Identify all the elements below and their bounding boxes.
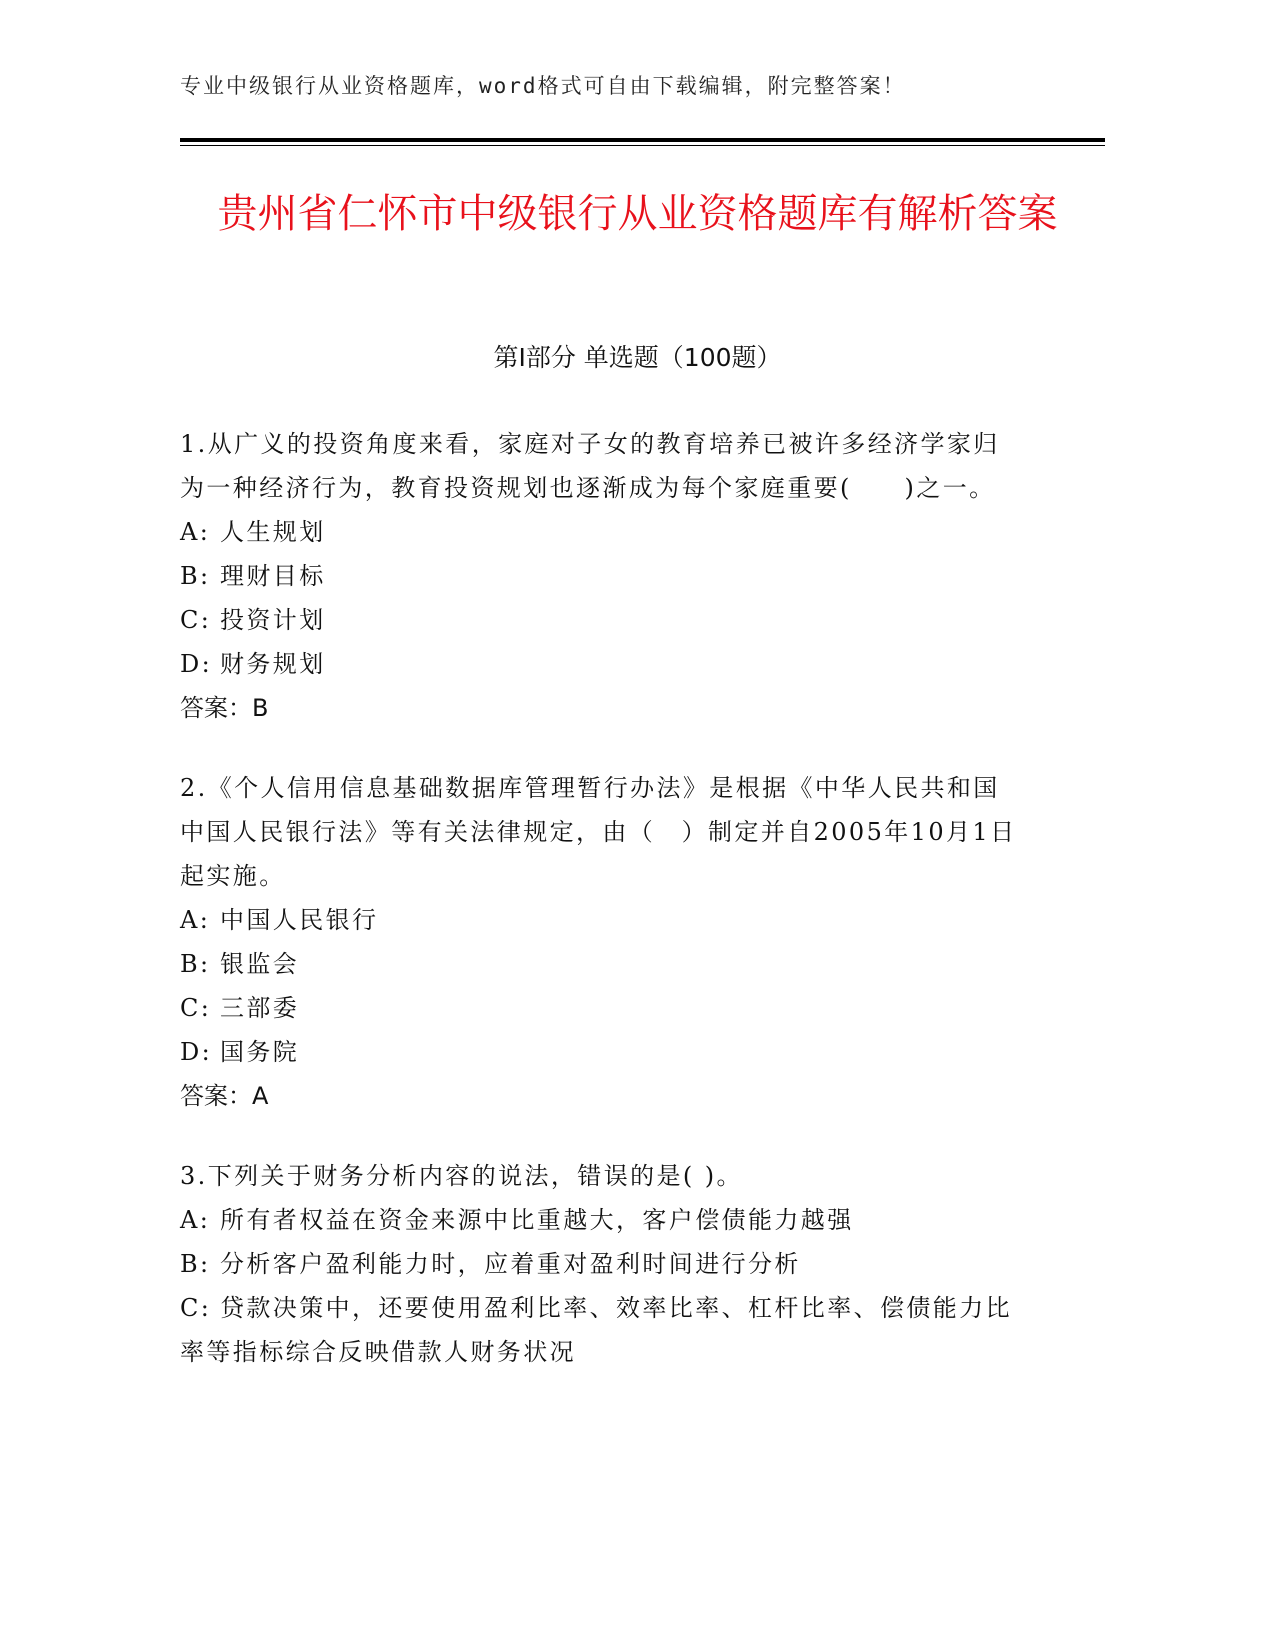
option-letter: B:	[180, 562, 211, 590]
option-letter: C:	[180, 1294, 212, 1322]
option-letter: D:	[180, 1038, 213, 1066]
option-text: 投资计划	[220, 606, 326, 634]
document-title: 贵州省仁怀市中级银行从业资格题库有解析答案	[217, 191, 1058, 237]
header-rule-thick	[180, 138, 1105, 142]
option-letter: A:	[180, 518, 211, 546]
option-letter: B:	[180, 1250, 211, 1278]
option-a	[180, 1198, 1025, 1242]
option-text: 分析客户盈利能力时，应着重对盈利时间进行分析	[220, 1250, 801, 1278]
option-b	[180, 554, 1025, 598]
option-letter: A:	[180, 1206, 211, 1234]
option-b	[180, 1242, 1025, 1286]
option-d	[180, 1030, 1025, 1074]
option-text: 贷款决策中，还要使用盈利比率、效率比率、杠杆比率、偿债能力比率等指标综合反映借款人财务状况	[180, 1294, 1012, 1366]
option-letter: D:	[180, 650, 213, 678]
option-text: 财务规划	[220, 650, 326, 678]
section-heading: 第Ⅰ部分 单选题（100题）	[493, 343, 782, 372]
page-header-note: 专业中级银行从业资格题库，word格式可自由下载编辑，附完整答案！	[180, 74, 906, 98]
option-letter: B:	[180, 950, 211, 978]
question-3	[180, 1154, 1025, 1374]
option-c	[180, 1286, 1025, 1374]
option-text: 所有者权益在资金来源中比重越大，客户偿债能力越强	[220, 1206, 854, 1234]
option-text: 三部委	[220, 994, 300, 1022]
option-letter: A:	[180, 906, 211, 934]
answer-line: 答案：A	[180, 1082, 269, 1110]
option-text: 中国人民银行	[220, 906, 379, 934]
option-letter: C:	[180, 606, 212, 634]
option-a	[180, 898, 1025, 942]
option-c	[180, 598, 1025, 642]
option-c	[180, 986, 1025, 1030]
option-text: 理财目标	[220, 562, 326, 590]
question-list	[180, 422, 1025, 1410]
question-2	[180, 766, 1025, 1118]
question-stem: 3.下列关于财务分析内容的说法，错误的是( )。	[180, 1162, 743, 1190]
option-text: 银监会	[220, 950, 300, 978]
header-rule-thin	[180, 145, 1105, 146]
question-1	[180, 422, 1025, 730]
answer-line: 答案：B	[180, 694, 269, 722]
question-stem: 2.《个人信用信息基础数据库管理暂行办法》是根据《中华人民共和国中国人民银行法》等有关法律规定，由（ ）制定并自2005年10月1日起实施。	[180, 774, 1017, 890]
option-text: 人生规划	[220, 518, 326, 546]
question-stem: 1.从广义的投资角度来看，家庭对子女的教育培养已被许多经济学家归为一种经济行为，教育投资规划也逐渐成为每个家庭重要( )之一。	[180, 430, 1000, 502]
option-text: 国务院	[220, 1038, 300, 1066]
option-letter: C:	[180, 994, 212, 1022]
option-d	[180, 642, 1025, 686]
option-a	[180, 510, 1025, 554]
option-b	[180, 942, 1025, 986]
